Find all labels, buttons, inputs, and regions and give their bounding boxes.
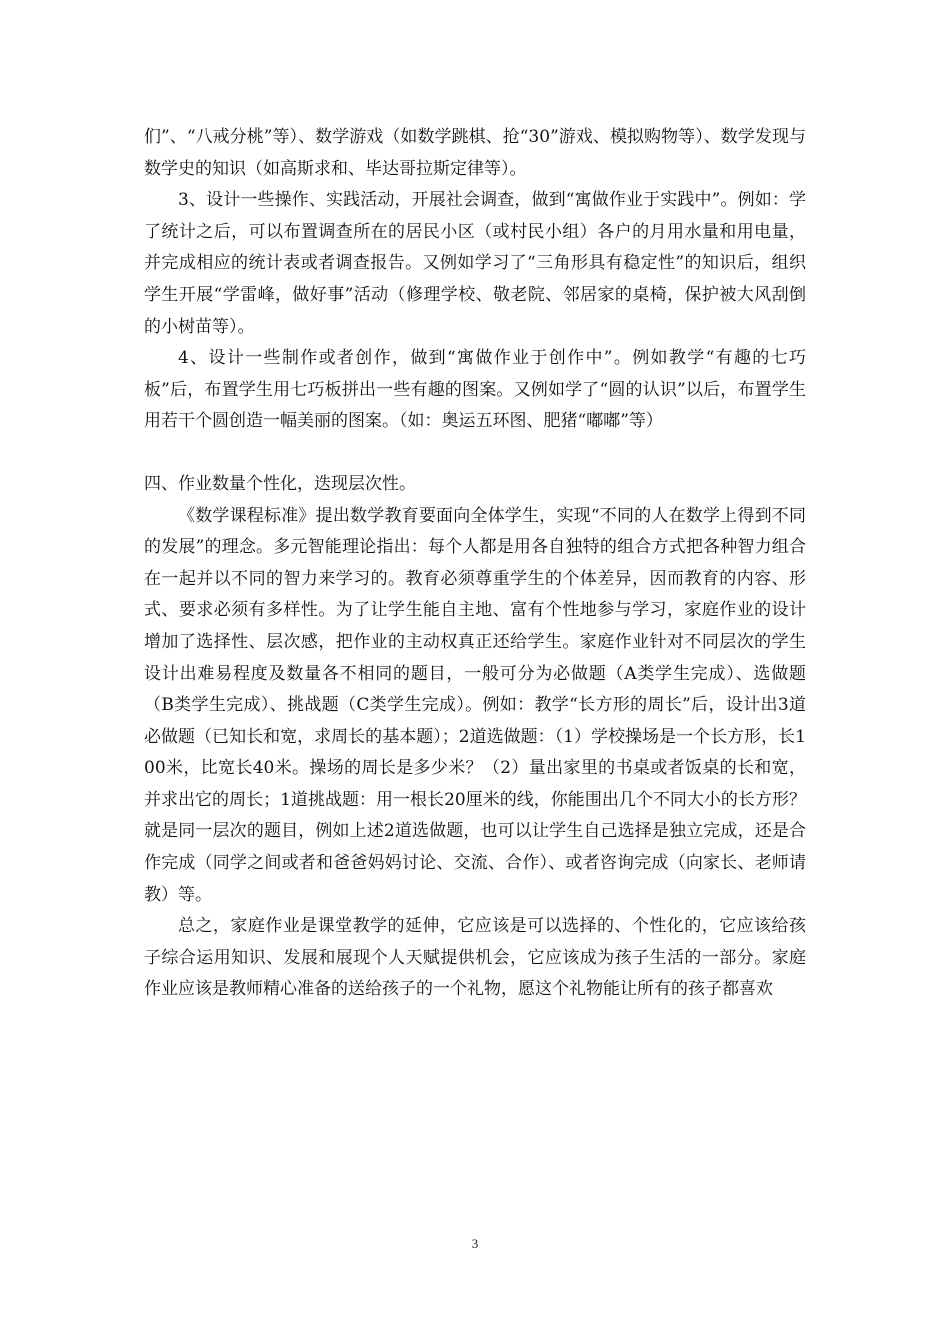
- paragraph-continuation: 们”、“八戒分桃”等）、数学游戏（如数学跳棋、抢“30”游戏、模拟购物等）、数学发现与数学史的知识（如高斯求和、毕达哥拉斯定律等）。: [144, 127, 806, 179]
- paragraph-item-4: 4、设计一些制作或者创作，做到“寓做作业于创作中”。例如教学“有趣的七巧板”后，布置学生用七巧板拼出一些有趣的图案。又例如学了“圆的认识”以后，布置学生用若干个圆创造一幅美丽的图案。（如：奥运五环图、肥猪“嘟嘟”等）: [144, 348, 806, 432]
- paragraph-curriculum-standard: 《数学课程标准》提出数学教育要面向全体学生，实现“不同的人在数学上得到不同的发展”的理念。多元智能理论指出：每个人都是用各自独特的组合方式把各种智力组合在一起并以不同的智力来学习的。教育必须尊重学生的个体差异，因而教育的内容、形式、要求必须有多样性。为了让学生能自主地、富有个性地参与学习，家庭作业的设计增加了选择性、层次感，把作业的主动权真正还给学生。家庭作业针对不同层次的学生设计出难易程度及数量各不相同的题目，一般可分为必做题（A类学生完成）、选做题（B类学生完成）、挑战题（C类学生完成）。例如：教学“长方形的周长”后，设计出3道必做题（已知长和宽，求周长的基本题）；2道选做题：（1）学校操场是一个长方形，长100米，比宽长40米。操场的周长是多少米？（2）量出家里的书桌或者饭桌的长和宽，并求出它的周长；1道挑战题：用一根长20厘米的线，你能围出几个不同大小的长方形？就是同一层次的题目，例如上述2道选做题，也可以让学生自己选择是独立完成，还是合作完成（同学之间或者和爸爸妈妈讨论、交流、合作）、或者咨询完成（向家长、老师请教）等。: [144, 505, 806, 905]
- section-heading-4: 四、作业数量个性化，迭现层次性。: [144, 473, 416, 494]
- paragraph-spacer: [144, 438, 806, 469]
- document-body: [144, 122, 806, 1006]
- paragraph-conclusion: 总之，家庭作业是课堂教学的延伸，它应该是可以选择的、个性化的，它应该给孩子综合运用知识、发展和展现个人天赋提供机会，它应该成为孩子生活的一部分。家庭作业应该是教师精心准备的送给孩子的一个礼物，愿这个礼物能让所有的孩子都喜欢: [144, 916, 806, 1000]
- page-number: 3: [471, 1236, 479, 1251]
- paragraph-item-3: 3、设计一些操作、实践活动，开展社会调查，做到“寓做作业于实践中”。例如：学了统计之后，可以布置调查所在的居民小区（或村民小组）各户的月用水量和用电量，并完成相应的统计表或者调查报告。又例如学习了“三角形具有稳定性”的知识后，组织学生开展“学雷峰，做好事”活动（修理学校、敬老院、邻居家的桌椅，保护被大风刮倒的小树苗等）。: [144, 190, 806, 337]
